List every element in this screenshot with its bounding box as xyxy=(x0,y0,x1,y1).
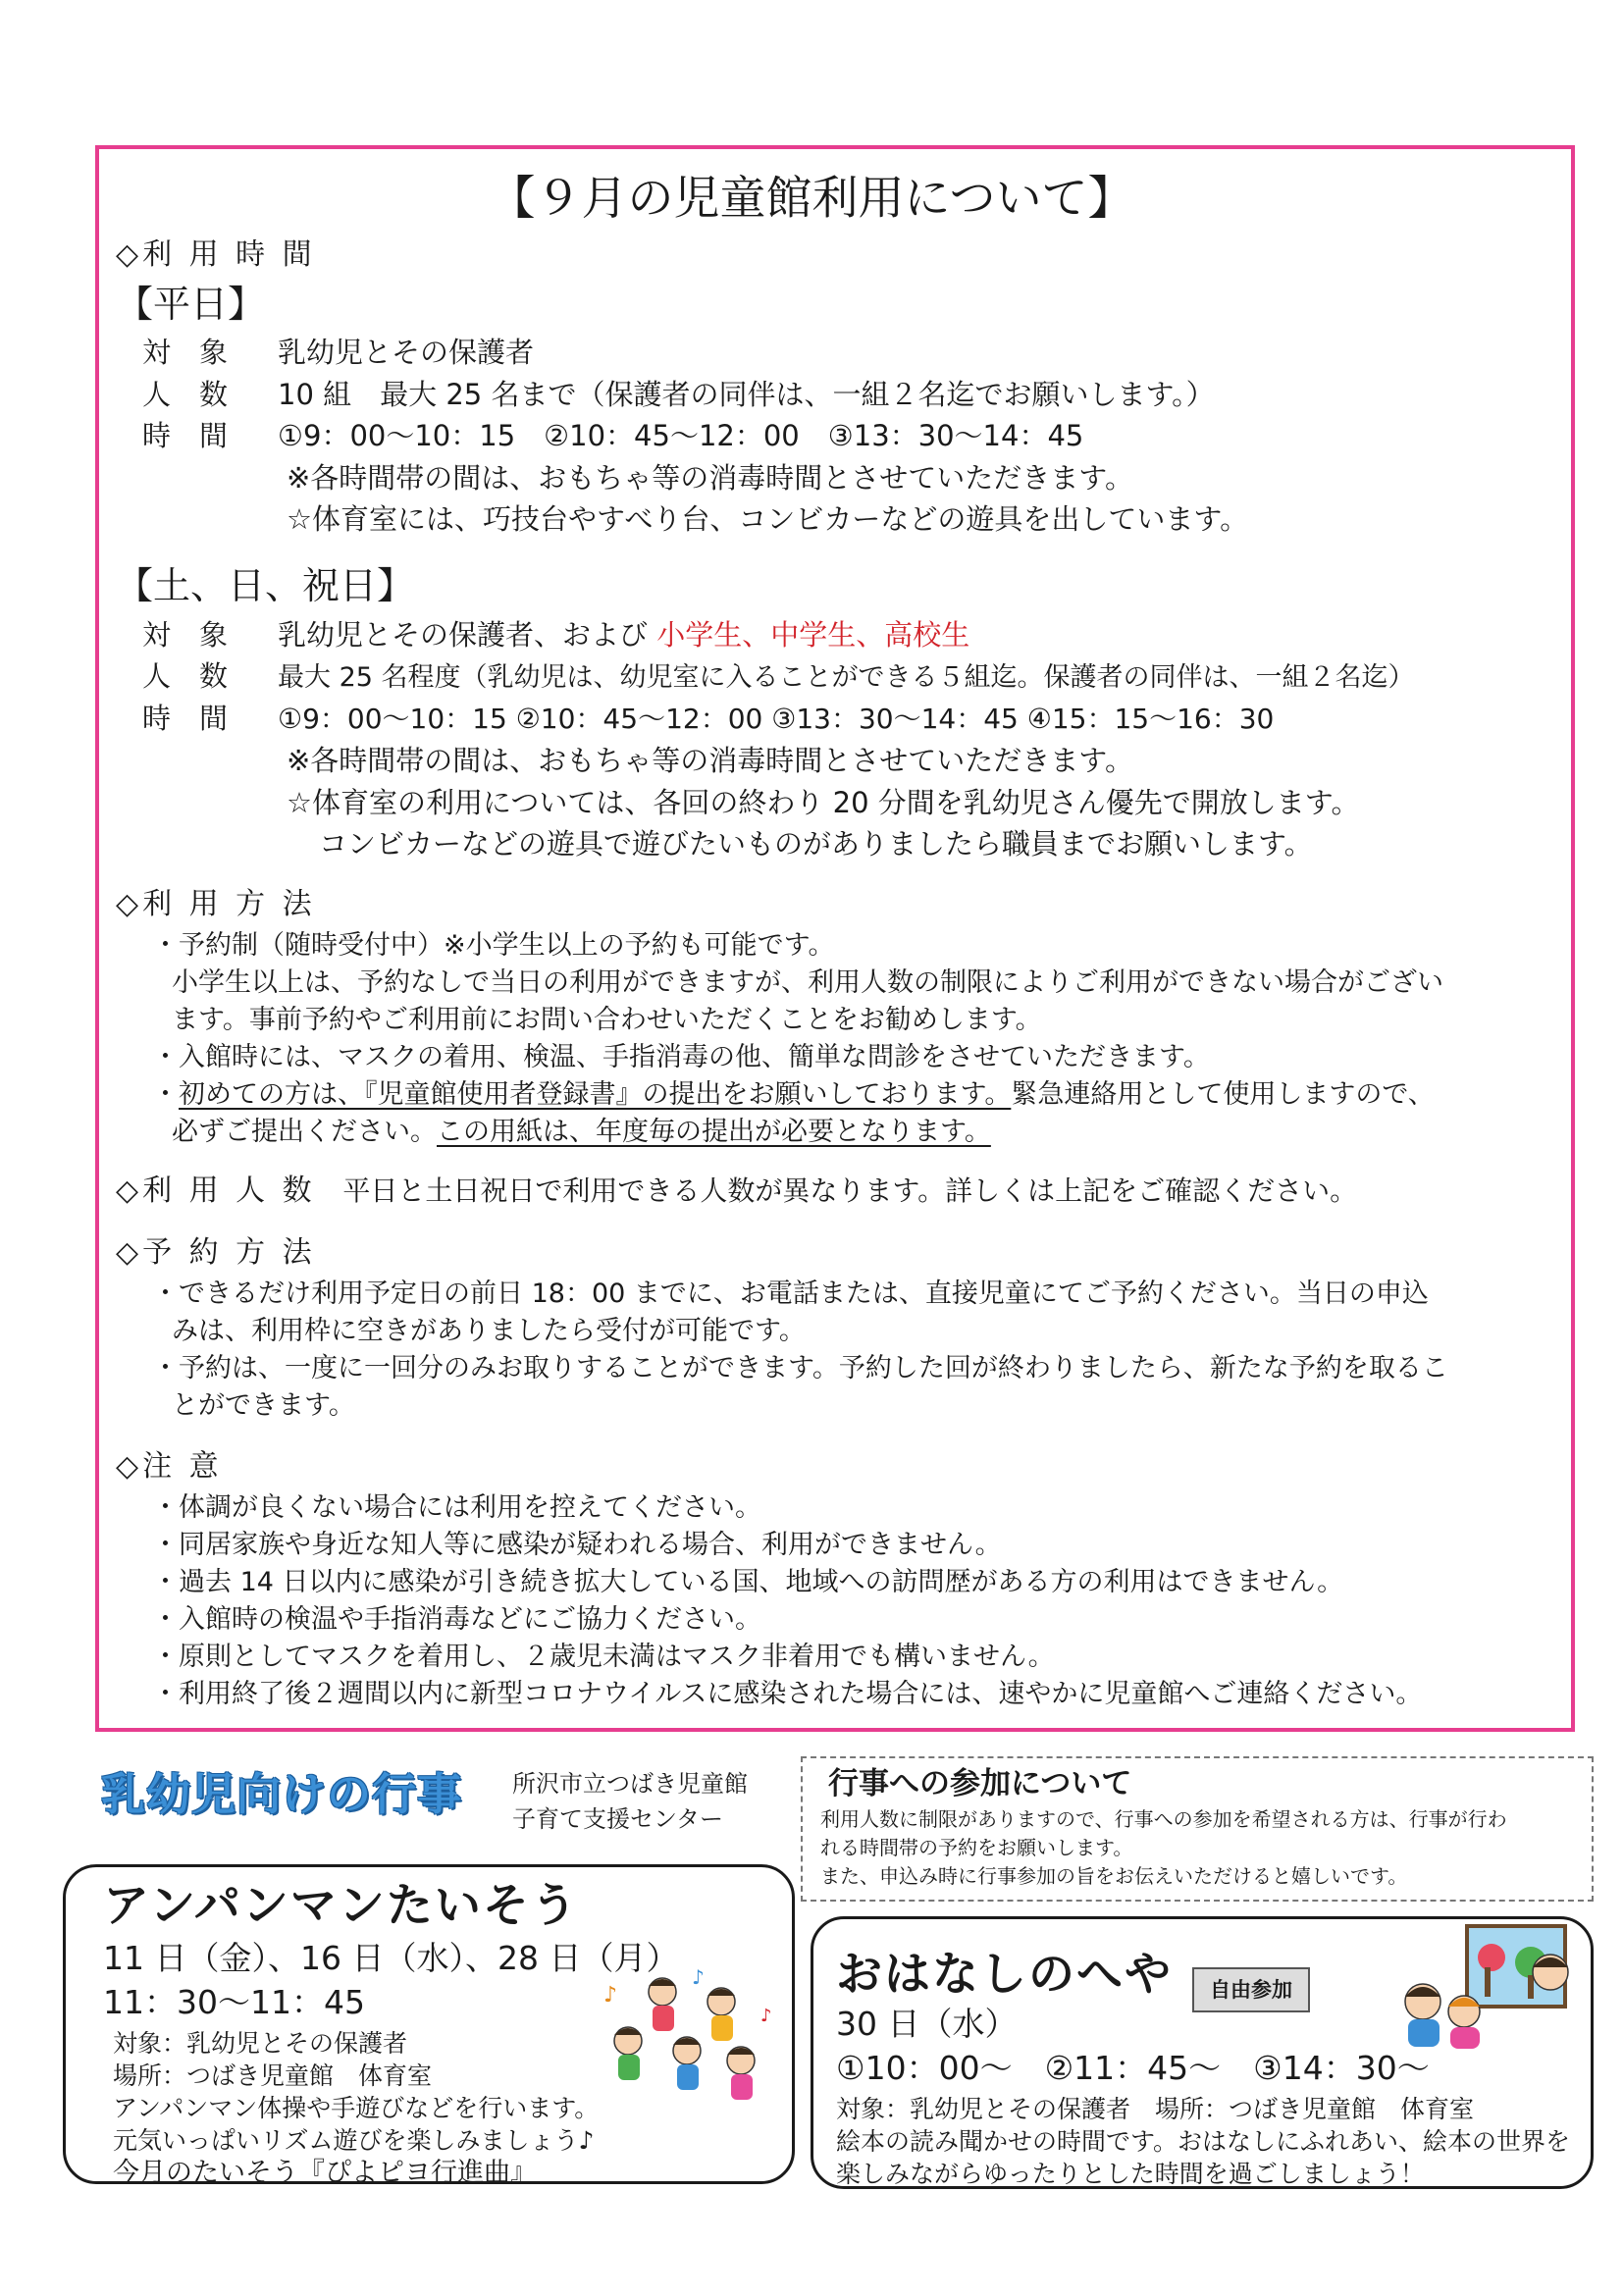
caution-heading: ◇注 意 xyxy=(116,1449,223,1484)
reservation-bullet-2: ・予約は、一度に一回分のみお取りすることができます。予約した回が終わりましたら、新たな予約を取るこ xyxy=(152,1353,1448,1383)
storytime-description-1: 絵本の読み聞かせの時間です。おはなしにふれあい、絵本の世界を xyxy=(836,2127,1571,2156)
holiday-count-label: 人 数 xyxy=(142,659,229,693)
registration-notice: 初めての方は、『児童館使用者登録書』の提出をお願いしております。 xyxy=(179,1079,1012,1110)
weekday-note-2: ☆体育室には、巧技台やすべり台、コンビカーなどの遊具を出しています。 xyxy=(287,502,1249,536)
storytelling-illustration xyxy=(1393,1918,1575,2051)
weekday-time-row xyxy=(142,417,1083,454)
storytime-title: おはなしのへや xyxy=(836,1948,1173,2002)
usage-bullet-3-prefix: ・ xyxy=(152,1079,179,1110)
anpanman-dates: 11 日（金）、16 日（水）、28 日（月） xyxy=(103,1939,679,1977)
caution-item: ・原則としてマスクを着用し、２歳児未満はマスク非着用でも構いません。 xyxy=(152,1642,1055,1672)
anpanman-song: 今月のたいそう『ぴよピヨ行進曲』 xyxy=(113,2158,537,2188)
annual-submission-notice: この用紙は、年度毎の提出が必要となります。 xyxy=(437,1117,991,1147)
participation-title: 行事への参加について xyxy=(828,1766,1132,1801)
caution-item: ・同居家族や身近な知人等に感染が疑われる場合、利用ができません。 xyxy=(152,1530,1002,1560)
page-title: 【９月の児童館利用について】 xyxy=(489,172,1134,226)
usage-bullet-1: ・予約制（随時受付中）※小学生以上の予約も可能です。 xyxy=(152,930,835,961)
svg-text:♪: ♪ xyxy=(760,2006,772,2026)
weekday-count-row xyxy=(142,376,1215,413)
holiday-target: 乳幼児とその保護者、および xyxy=(278,618,649,652)
holiday-heading: 【土、日、祝日】 xyxy=(116,564,415,607)
holiday-count-row xyxy=(142,657,1415,697)
holiday-count: 最大 25 名程度（乳幼児は、幼児室に入ることができる５組迄。保護者の同伴は、一組２名迄） xyxy=(278,662,1415,693)
storytime-times: ①10：00～ ②11：45～ ③14：30～ xyxy=(836,2049,1430,2087)
holiday-note-2: ☆体育室の利用については、各回の終わり 20 分間を乳幼児さん優先で開放します。 xyxy=(287,786,1360,819)
holiday-target-students: 小学生、中学生、高校生 xyxy=(656,618,970,652)
storytime-target-place: 対象：乳幼児とその保護者 場所：つばき児童館 体育室 xyxy=(836,2095,1475,2123)
usage-bullet-1-line-2: 小学生以上は、予約なしで当日の利用ができますが、利用人数の制限によりご利用ができない場合がござい xyxy=(172,967,1443,998)
holiday-target-row xyxy=(142,616,969,653)
participation-line-3: また、申込み時に行事参加の旨をお伝えいただけると嬉しいです。 xyxy=(820,1864,1408,1888)
organization-name-line-2: 子育て支援センター xyxy=(512,1805,724,1833)
participation-line-2: れる時間帯の予約をお願いします。 xyxy=(820,1836,1133,1859)
svg-text:♪: ♪ xyxy=(692,1965,705,1989)
weekday-target-row xyxy=(142,334,534,371)
holiday-target-label: 対 象 xyxy=(142,618,229,652)
weekday-target-label: 対 象 xyxy=(142,336,229,369)
holiday-time-row xyxy=(142,700,1274,738)
reservation-bullet-2-line-2: とができます。 xyxy=(172,1390,355,1421)
reservation-bullet-1: ・できるだけ利用予定日の前日 18：00 までに、お電話または、直接児童にてご予約ください。当日の申込 xyxy=(152,1278,1429,1309)
reservation-heading: ◇予 約 方 法 xyxy=(116,1235,316,1270)
usage-bullet-3-line-2-text: 必ずご提出ください。 xyxy=(172,1117,437,1147)
anpanman-description-2: 元気いっぱいリズム遊びを楽しみましょう♪ xyxy=(113,2126,595,2155)
capacity-heading: ◇利 用 人 数 xyxy=(116,1174,316,1208)
capacity-row xyxy=(116,1172,1357,1210)
weekday-count-label: 人 数 xyxy=(142,378,229,411)
usage-bullet-3-line-2 xyxy=(172,1114,991,1151)
storytime-description-2: 楽しみながらゆったりとした時間を過ごしましょう！ xyxy=(836,2160,1425,2188)
weekday-heading: 【平日】 xyxy=(116,283,266,326)
weekday-note-1: ※各時間帯の間は、おもちゃ等の消毒時間とさせていただきます。 xyxy=(287,461,1133,495)
caution-item: ・利用終了後２週間以内に新型コロナウイルスに感染された場合には、速やかに児童館へご連絡ください。 xyxy=(152,1679,1423,1709)
anpanman-place: 場所：つばき児童館 体育室 xyxy=(113,2061,433,2090)
participation-text xyxy=(820,1805,1574,1891)
participation-line-1: 利用人数に制限がありますので、行事への参加を希望される方は、行事が行わ xyxy=(820,1807,1507,1831)
capacity-text: 平日と土日祝日で利用できる人数が異なります。詳しくは上記をご確認ください。 xyxy=(342,1174,1358,1207)
holiday-time-label: 時 間 xyxy=(142,702,229,735)
anpanman-time: 11：30～11：45 xyxy=(103,1983,365,2021)
usage-bullet-3-rest: 緊急連絡用として使用しますので、 xyxy=(1011,1079,1435,1110)
free-participation-badge: 自由参加 xyxy=(1192,1967,1310,2012)
holiday-note-1: ※各時間帯の間は、おもちゃ等の消毒時間とさせていただきます。 xyxy=(287,744,1133,777)
participation-notice-box xyxy=(801,1756,1594,1902)
usage-bullet-1-line-3: ます。事前予約やご利用前にお問い合わせいただくことをお勧めします。 xyxy=(172,1005,1042,1035)
svg-text:♪: ♪ xyxy=(603,1983,618,2008)
caution-item: ・過去 14 日以内に感染が引き続き拡大している国、地域への訪問歴がある方の利用はできません。 xyxy=(152,1567,1344,1597)
organization-name xyxy=(512,1766,748,1837)
weekday-time-label: 時 間 xyxy=(142,419,229,452)
holiday-note-3: コンビカーなどの遊具で遊びたいものがありましたら職員までお願いします。 xyxy=(319,827,1313,861)
dancing-children-illustration xyxy=(594,1962,780,2110)
anpanman-description-1: アンパンマン体操や手遊びなどを行います。 xyxy=(113,2094,600,2122)
usage-bullet-3 xyxy=(152,1076,1435,1114)
weekday-target: 乳幼児とその保護者 xyxy=(278,336,535,369)
reservation-bullet-1-line-2: みは、利用枠に空きがありましたら受付が可能です。 xyxy=(172,1316,806,1346)
anpanman-target: 対象：乳幼児とその保護者 xyxy=(113,2029,408,2058)
organization-name-line-1: 所沢市立つばき児童館 xyxy=(512,1770,748,1798)
storytime-date: 30 日（水） xyxy=(836,2005,1018,2043)
caution-item: ・入館時の検温や手指消毒などにご協力ください。 xyxy=(152,1604,761,1635)
weekday-count: 10 組 最大 25 名まで（保護者の同伴は、一組２名迄でお願いします。） xyxy=(278,378,1215,411)
events-heading: 乳幼児向けの行事 xyxy=(101,1768,463,1820)
hours-heading: ◇利 用 時 間 xyxy=(116,237,316,272)
caution-item: ・体調が良くない場合には利用を控えてください。 xyxy=(152,1492,761,1523)
usage-bullet-2: ・入館時には、マスクの着用、検温、手指消毒の他、簡単な問診をさせていただきます。 xyxy=(152,1042,1210,1072)
weekday-time: ①9：00～10：15 ②10：45～12：00 ③13：30～14：45 xyxy=(278,419,1084,452)
usage-heading: ◇利 用 方 法 xyxy=(116,887,316,921)
anpanman-title: アンパンマンたいそう xyxy=(103,1879,579,1933)
holiday-time: ①9：00～10：15 ②10：45～12：00 ③13：30～14：45 ④15：15～16：30 xyxy=(278,703,1275,735)
